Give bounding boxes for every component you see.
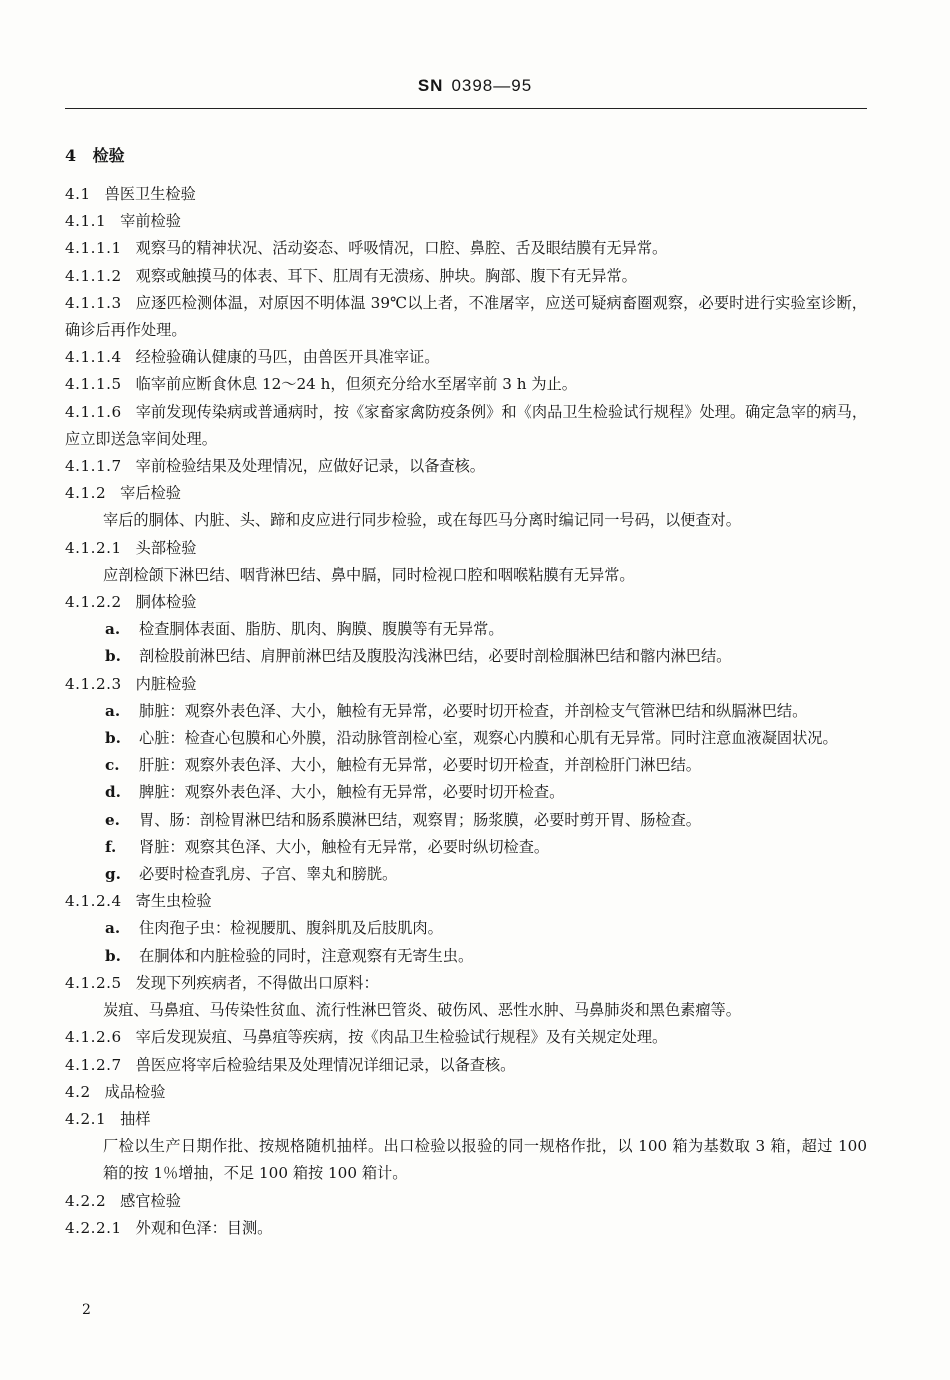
clause-number: 4.2 xyxy=(65,1082,91,1101)
clause-text: 内脏检验 xyxy=(135,674,197,693)
clause-line xyxy=(65,1106,867,1133)
clause-text: 寄生虫检验 xyxy=(135,892,212,911)
clause-text: 宰前发现传染病或普通病时，按《家畜家禽防疫条例》和《肉品卫生检验试行规程》处理。确定急宰的病马，应立即送急宰间处理。 xyxy=(65,402,867,448)
clause-line xyxy=(65,1052,867,1079)
clause-text: 宰后检验 xyxy=(120,484,181,503)
clause-text: 观察或触摸马的体表、耳下、肛周有无溃疡、肿块。胸部、腹下有无异常。 xyxy=(135,266,637,285)
clause-number: 4.2.2.1 xyxy=(65,1218,122,1237)
list-marker: b. xyxy=(105,946,121,965)
list-item xyxy=(65,861,867,888)
list-item xyxy=(65,752,867,779)
standard-number: 0398—95 xyxy=(451,76,533,95)
list-item-text: 在胴体和内脏检验的同时，注意观察有无寄生虫。 xyxy=(139,946,474,965)
clause-number: 4.1.2.4 xyxy=(65,892,122,911)
section-heading xyxy=(65,143,125,166)
clause-line xyxy=(65,181,867,208)
clause-text: 发现下列疾病者，不得做出口原料： xyxy=(135,973,379,992)
clause-line xyxy=(65,589,867,616)
standard-code: SN xyxy=(417,76,444,95)
clause-line xyxy=(65,371,867,398)
list-marker: d. xyxy=(105,783,121,802)
list-marker: e. xyxy=(105,810,120,829)
clause-text: 兽医应将宰后检验结果及处理情况详细记录，以备查核。 xyxy=(135,1055,516,1074)
clause-line xyxy=(65,888,867,915)
body-paragraph: 厂检以生产日期作批、按规格随机抽样。出口检验以报验的同一规格作批，以 100 箱为基数取 3 箱，超过 100 箱的按 1％增抽，不足 100 箱按 100 箱计。 xyxy=(103,1137,867,1183)
body-paragraph: 宰后的胴体、内脏、头、蹄和皮应进行同步检验，或在每匹马分离时编记同一号码，以便查对。 xyxy=(103,511,741,530)
clause-text: 观察马的精神状况、活动姿态、呼吸情况，口腔、鼻腔、舌及眼结膜有无异常。 xyxy=(135,239,668,258)
clause-text: 宰后发现炭疽、马鼻疽等疾病，按《肉品卫生检验试行规程》及有关规定处理。 xyxy=(135,1028,668,1047)
list-marker: b. xyxy=(105,647,121,666)
list-item xyxy=(65,807,867,834)
list-item-text: 肝脏：观察外表色泽、大小，触检有无异常，必要时切开检查，并剖检肝门淋巴结。 xyxy=(139,756,701,775)
clause-text: 兽医卫生检验 xyxy=(104,185,196,203)
clause-text: 经检验确认健康的马匹，由兽医开具准宰证。 xyxy=(135,348,440,367)
clause-number: 4.1.1.6 xyxy=(65,402,122,421)
page-number: 2 xyxy=(82,1302,91,1318)
clause-line xyxy=(65,1188,867,1215)
clause-line xyxy=(65,1215,867,1242)
list-item xyxy=(65,834,867,861)
clause-number: 4.1.1.3 xyxy=(65,293,122,312)
clause-line xyxy=(65,1024,867,1051)
list-item-text: 肺脏：观察外表色泽、大小，触检有无异常，必要时切开检查，并剖检支气管淋巴结和纵膈淋巴结。 xyxy=(139,701,808,720)
clause-text: 抽样 xyxy=(120,1109,151,1128)
clause-text: 应逐匹检测体温，对原因不明体温 39℃以上者，不准屠宰，应送可疑病畜圈观察，必要时进行实验室诊断，确诊后再作处理。 xyxy=(65,293,867,340)
clause-number: 4.1.1.7 xyxy=(65,457,122,476)
clause-text: 宰前检验结果及处理情况，应做好记录，以备查核。 xyxy=(135,457,485,476)
document-body xyxy=(65,181,867,1242)
clause-line xyxy=(65,344,867,371)
list-marker: f. xyxy=(105,837,117,856)
list-item-text: 胃、肠：剖检胃淋巴结和肠系膜淋巴结，观察胃；肠浆膜，必要时剪开胃、肠检查。 xyxy=(139,810,701,829)
clause-text: 感官检验 xyxy=(120,1191,181,1210)
body-paragraph: 炭疽、马鼻疽、马传染性贫血、流行性淋巴管炎、破伤风、恶性水肿、马鼻肺炎和黑色素瘤等。 xyxy=(103,1001,741,1020)
clause-line xyxy=(65,399,867,453)
list-marker: a. xyxy=(105,620,121,639)
clause-line xyxy=(65,263,867,290)
clause-number: 4.1.2 xyxy=(65,484,107,503)
document-header xyxy=(0,76,950,96)
list-item-text: 必要时检查乳房、子宫、睾丸和膀胱。 xyxy=(139,865,398,884)
list-item-text: 脾脏：观察外表色泽、大小，触检有无异常，必要时切开检查。 xyxy=(139,783,565,802)
list-marker: a. xyxy=(105,919,121,938)
list-item xyxy=(65,943,867,970)
body-paragraph: 应剖检颌下淋巴结、咽背淋巴结、鼻中膈，同时检视口腔和咽喉粘膜有无异常。 xyxy=(103,565,635,584)
list-item-text: 肾脏：观察其色泽、大小，触检有无异常，必要时纵切检查。 xyxy=(139,837,550,856)
clause-line xyxy=(65,290,867,344)
list-marker: g. xyxy=(105,865,121,884)
list-marker: b. xyxy=(105,729,121,748)
section-number: 4 xyxy=(65,146,77,165)
list-item-text: 住肉孢子虫：检视腰肌、腹斜肌及后肢肌肉。 xyxy=(139,919,443,938)
clause-text: 外观和色泽：目测。 xyxy=(135,1218,273,1237)
list-marker: a. xyxy=(105,701,121,720)
section-title-text: 检验 xyxy=(92,146,125,165)
clause-number: 4.1.1.1 xyxy=(65,239,122,258)
list-item xyxy=(65,643,867,670)
clause-line xyxy=(65,480,867,507)
list-item xyxy=(65,915,867,942)
clause-text: 宰前检验 xyxy=(120,212,181,231)
clause-line xyxy=(65,535,867,562)
clause-line xyxy=(65,671,867,698)
clause-line xyxy=(65,970,867,997)
clause-number: 4.1.2.1 xyxy=(65,538,122,557)
clause-number: 4.2.2 xyxy=(65,1191,107,1210)
clause-text: 成品检验 xyxy=(104,1082,166,1101)
clause-number: 4.1.2.5 xyxy=(65,973,122,992)
clause-line xyxy=(65,453,867,480)
list-item-text: 剖检股前淋巴结、肩胛前淋巴结及腹股沟浅淋巴结，必要时剖检腘淋巴结和髂内淋巴结。 xyxy=(139,647,732,666)
list-item-text: 心脏：检查心包膜和心外膜，沿动脉管剖检心室，观察心内膜和心肌有无异常。同时注意血液凝固状况。 xyxy=(139,729,838,748)
list-item xyxy=(65,725,867,752)
list-item xyxy=(65,616,867,643)
clause-number: 4.1.2.7 xyxy=(65,1055,122,1074)
clause-number: 4.1.1 xyxy=(65,212,107,231)
list-marker: c. xyxy=(105,756,120,775)
clause-line xyxy=(65,235,867,262)
clause-number: 4.1 xyxy=(65,185,91,203)
header-divider xyxy=(65,108,867,109)
clause-number: 4.1.1.4 xyxy=(65,348,122,367)
clause-text: 头部检验 xyxy=(135,538,197,557)
list-item xyxy=(65,698,867,725)
clause-number: 4.1.1.2 xyxy=(65,266,122,285)
clause-text: 临宰前应断食休息 12～24 h，但须充分给水至屠宰前 3 h 为止。 xyxy=(135,375,577,394)
list-item-text: 检查胴体表面、脂肪、肌肉、胸膜、腹膜等有无异常。 xyxy=(139,620,504,639)
list-item xyxy=(65,779,867,806)
clause-text: 胴体检验 xyxy=(135,593,197,612)
clause-number: 4.2.1 xyxy=(65,1109,107,1128)
clause-line xyxy=(65,208,867,235)
clause-number: 4.1.2.2 xyxy=(65,593,122,612)
clause-line xyxy=(65,1079,867,1106)
clause-number: 4.1.2.3 xyxy=(65,674,122,693)
clause-number: 4.1.1.5 xyxy=(65,375,122,394)
clause-number: 4.1.2.6 xyxy=(65,1028,122,1047)
